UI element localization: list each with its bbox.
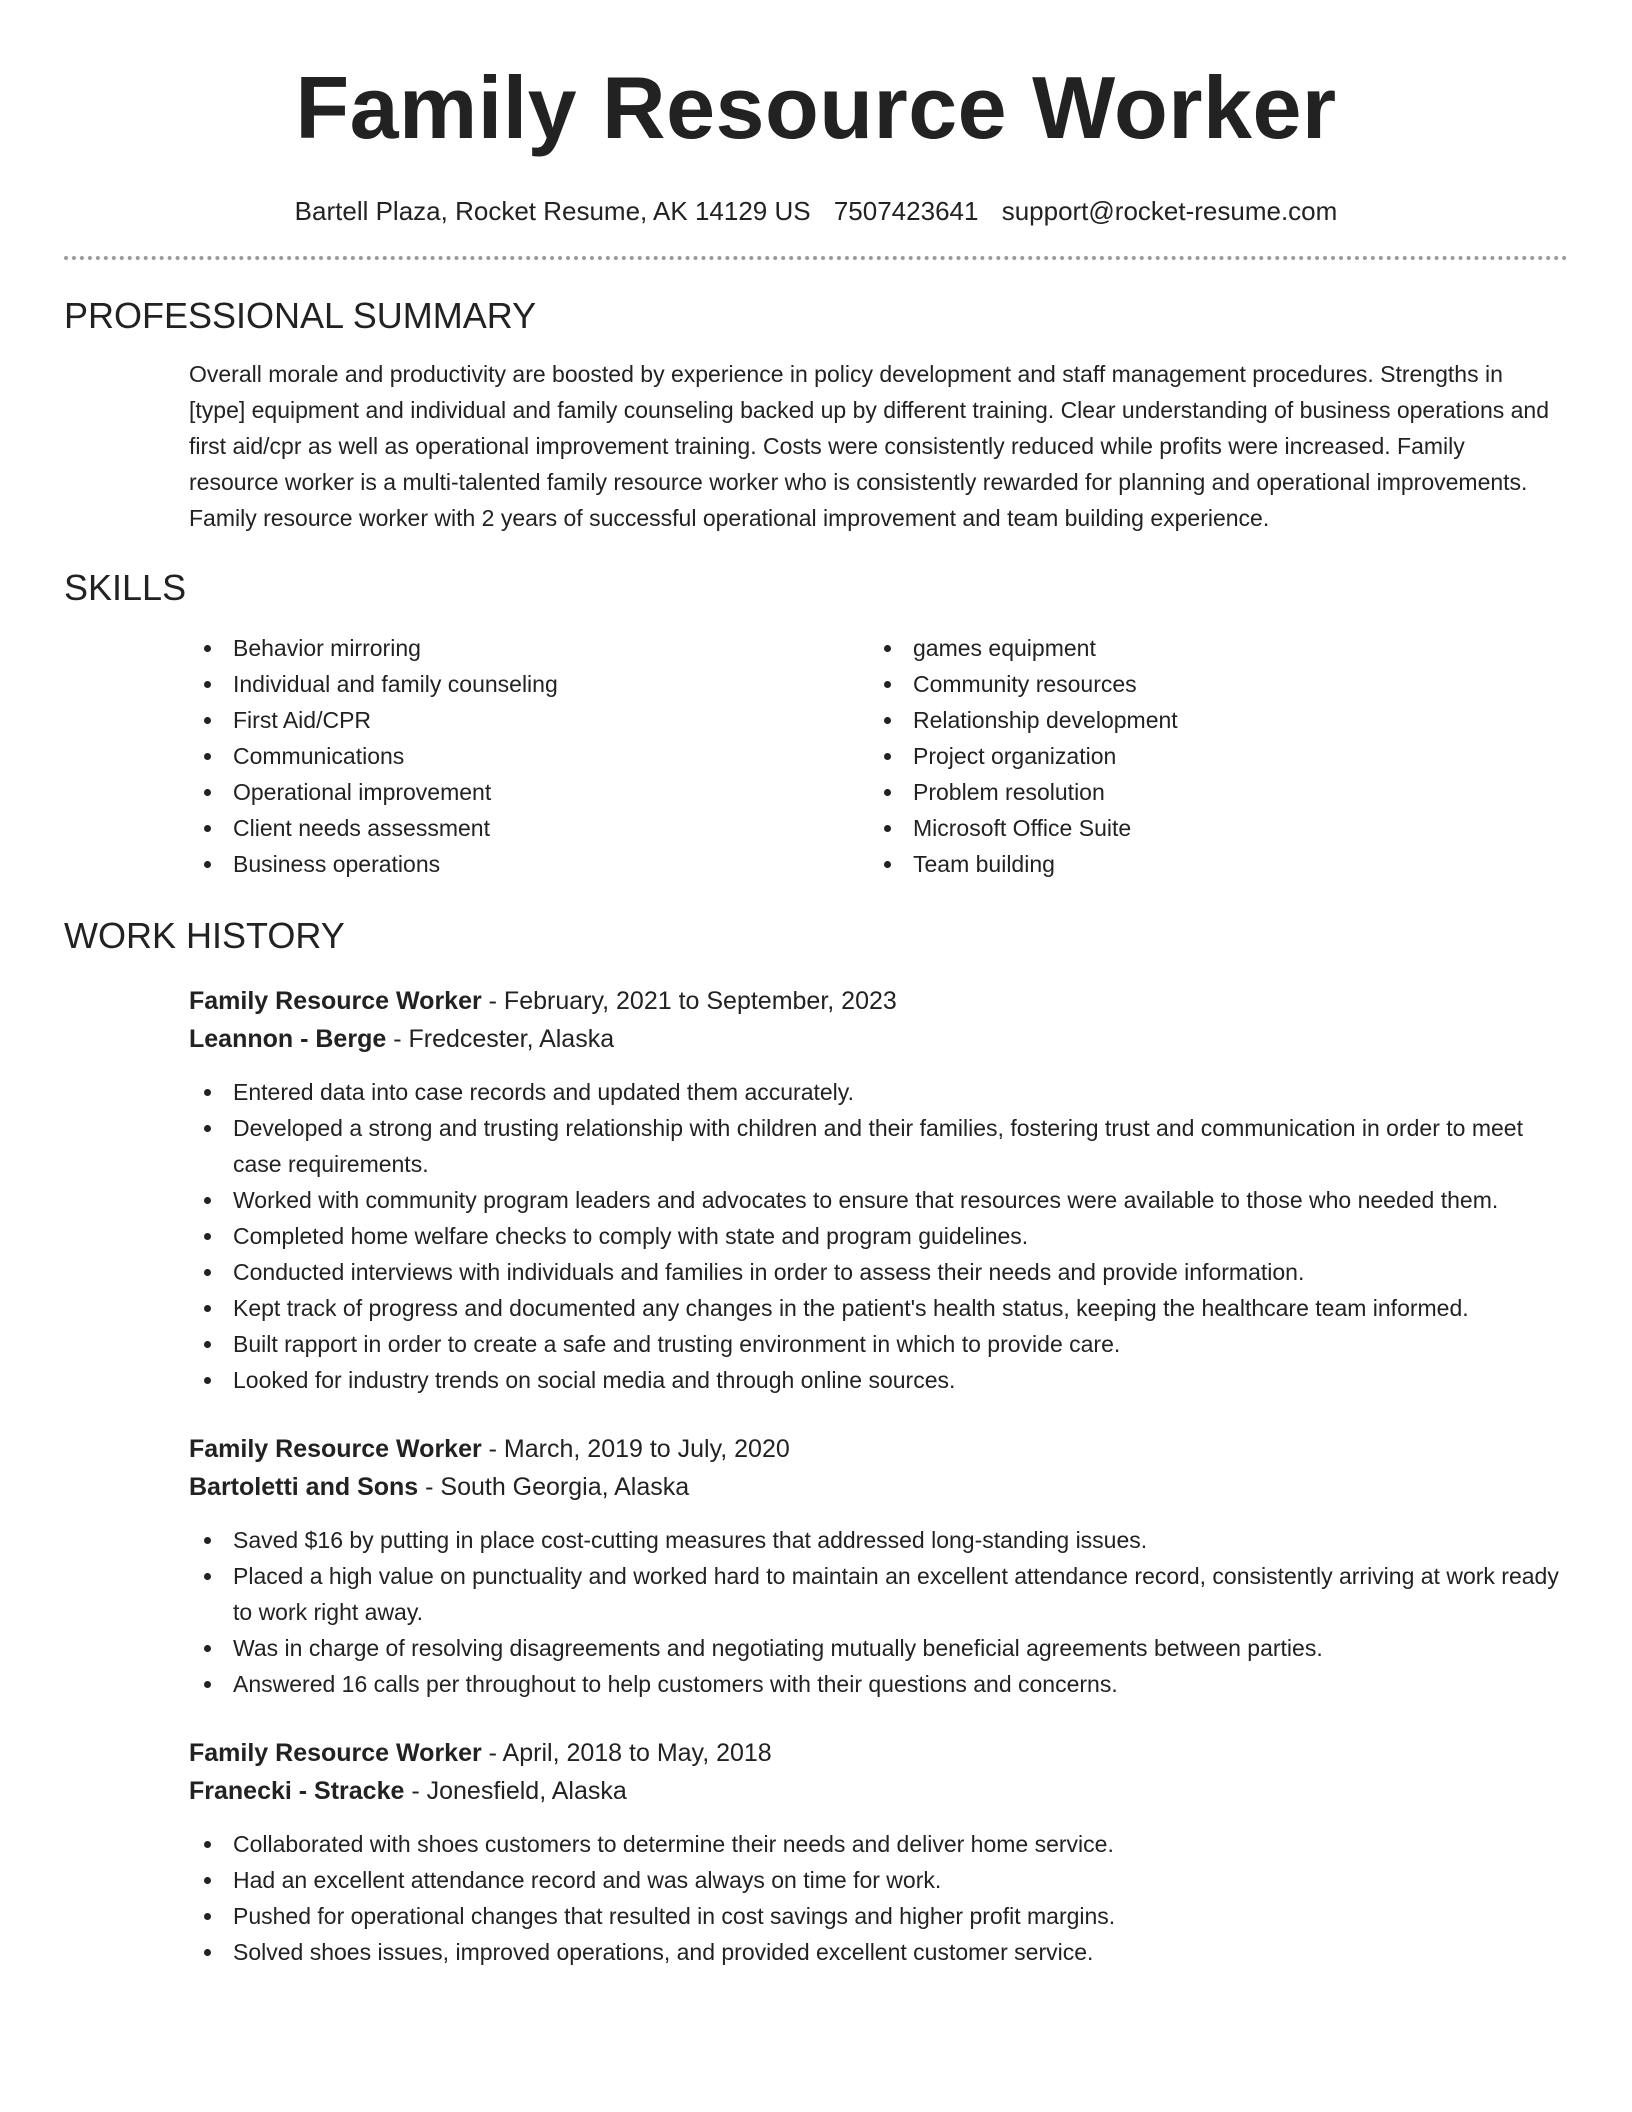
job-title-line [189, 1430, 1569, 1468]
job-entry [189, 1430, 1569, 1702]
job-bullet: Built rapport in order to create a safe and trusting environment in which to provide care. [189, 1326, 1569, 1362]
job-role: Family Resource Worker [189, 1435, 482, 1463]
skill-item: Individual and family counseling [189, 666, 869, 702]
job-bullet: Conducted interviews with individuals and families in order to assess their needs and provide information. [189, 1254, 1569, 1290]
job-bullet: Answered 16 calls per throughout to help customers with their questions and concerns. [189, 1666, 1569, 1702]
skill-item: Client needs assessment [189, 810, 869, 846]
job-bullet: Worked with community program leaders and advocates to ensure that resources were available to those who needed them. [189, 1182, 1569, 1218]
header-divider [64, 256, 1568, 260]
job-bullet: Had an excellent attendance record and was always on time for work. [189, 1862, 1569, 1898]
contact-address: Bartell Plaza, Rocket Resume, AK 14129 US [294, 196, 811, 226]
job-location: - South Georgia, Alaska [418, 1473, 690, 1501]
job-bullet: Solved shoes issues, improved operations, and provided excellent customer service. [189, 1934, 1569, 1970]
job-bullets [189, 1826, 1569, 1970]
skill-item: Behavior mirroring [189, 630, 869, 666]
job-role: Family Resource Worker [189, 987, 482, 1015]
skill-item: Problem resolution [869, 774, 1549, 810]
skills-column-right [869, 630, 1549, 882]
job-bullet: Was in charge of resolving disagreements and negotiating mutually beneficial agreements between parties. [189, 1630, 1569, 1666]
summary-heading: PROFESSIONAL SUMMARY [64, 295, 537, 336]
skill-item: Microsoft Office Suite [869, 810, 1549, 846]
skills-column-left [189, 630, 869, 882]
contact-email: support@rocket-resume.com [1001, 196, 1338, 226]
job-dates: - February, 2021 to September, 2023 [481, 987, 897, 1015]
job-location: - Jonesfield, Alaska [404, 1777, 627, 1805]
job-dates: - March, 2019 to July, 2020 [481, 1435, 790, 1463]
job-company-line [189, 1020, 1569, 1058]
job-bullets [189, 1074, 1569, 1398]
job-bullet: Looked for industry trends on social media and through online sources. [189, 1362, 1569, 1398]
job-bullet: Kept track of progress and documented any changes in the patient's health status, keeping the healthcare team informed. [189, 1290, 1569, 1326]
job-company: Bartoletti and Sons [189, 1473, 419, 1501]
skill-item: Team building [869, 846, 1549, 882]
summary-text: Overall morale and productivity are boosted by experience in policy development and staff management procedures. Strengths in [type] equipment and individual and family counseling backed up by different training. Clear understanding of business operations and first aid/cpr as well as operational improvement training. Costs were consistently reduced while profits were increased. Family resource worker is a multi-talented family resource worker who is consistently rewarded for planning and operational improvements. Family resource worker with 2 years of successful operational improvement and team building experience. [189, 361, 1550, 531]
job-bullet: Pushed for operational changes that resulted in cost savings and higher profit margins. [189, 1898, 1569, 1934]
resume-name: Family Resource Worker [295, 58, 1337, 157]
job-role: Family Resource Worker [189, 1739, 482, 1767]
job-company: Leannon - Berge [189, 1025, 387, 1053]
job-bullet: Placed a high value on punctuality and worked hard to maintain an excellent attendance record, consistently arriving at work ready to work right away. [189, 1558, 1569, 1630]
job-company-line [189, 1772, 1569, 1810]
skill-item: Relationship development [869, 702, 1549, 738]
job-bullet: Developed a strong and trusting relationship with children and their families, fostering trust and communication in order to meet case requirements. [189, 1110, 1569, 1182]
job-entry [189, 1734, 1569, 1970]
skill-item: Project organization [869, 738, 1549, 774]
skill-item: Community resources [869, 666, 1549, 702]
skills-heading: SKILLS [64, 567, 187, 608]
skill-item: First Aid/CPR [189, 702, 869, 738]
job-bullet: Entered data into case records and updated them accurately. [189, 1074, 1569, 1110]
job-title-line [189, 1734, 1569, 1772]
job-bullet: Saved $16 by putting in place cost-cutting measures that addressed long-standing issues. [189, 1522, 1569, 1558]
skill-item: games equipment [869, 630, 1549, 666]
skill-item: Communications [189, 738, 869, 774]
job-bullet: Collaborated with shoes customers to determine their needs and deliver home service. [189, 1826, 1569, 1862]
skills-list [189, 630, 1569, 882]
job-title-line [189, 982, 1569, 1020]
job-company: Franecki - Stracke [189, 1777, 405, 1805]
contact-line [0, 196, 1632, 226]
job-dates: - April, 2018 to May, 2018 [481, 1739, 772, 1767]
contact-phone: 7507423641 [833, 196, 979, 226]
skill-item: Operational improvement [189, 774, 869, 810]
job-bullets [189, 1522, 1569, 1702]
skill-item: Business operations [189, 846, 869, 882]
job-entry [189, 982, 1569, 1398]
job-location: - Fredcester, Alaska [386, 1025, 615, 1053]
work-history-heading: WORK HISTORY [64, 915, 345, 956]
job-company-line [189, 1468, 1569, 1506]
job-bullet: Completed home welfare checks to comply with state and program guidelines. [189, 1218, 1569, 1254]
